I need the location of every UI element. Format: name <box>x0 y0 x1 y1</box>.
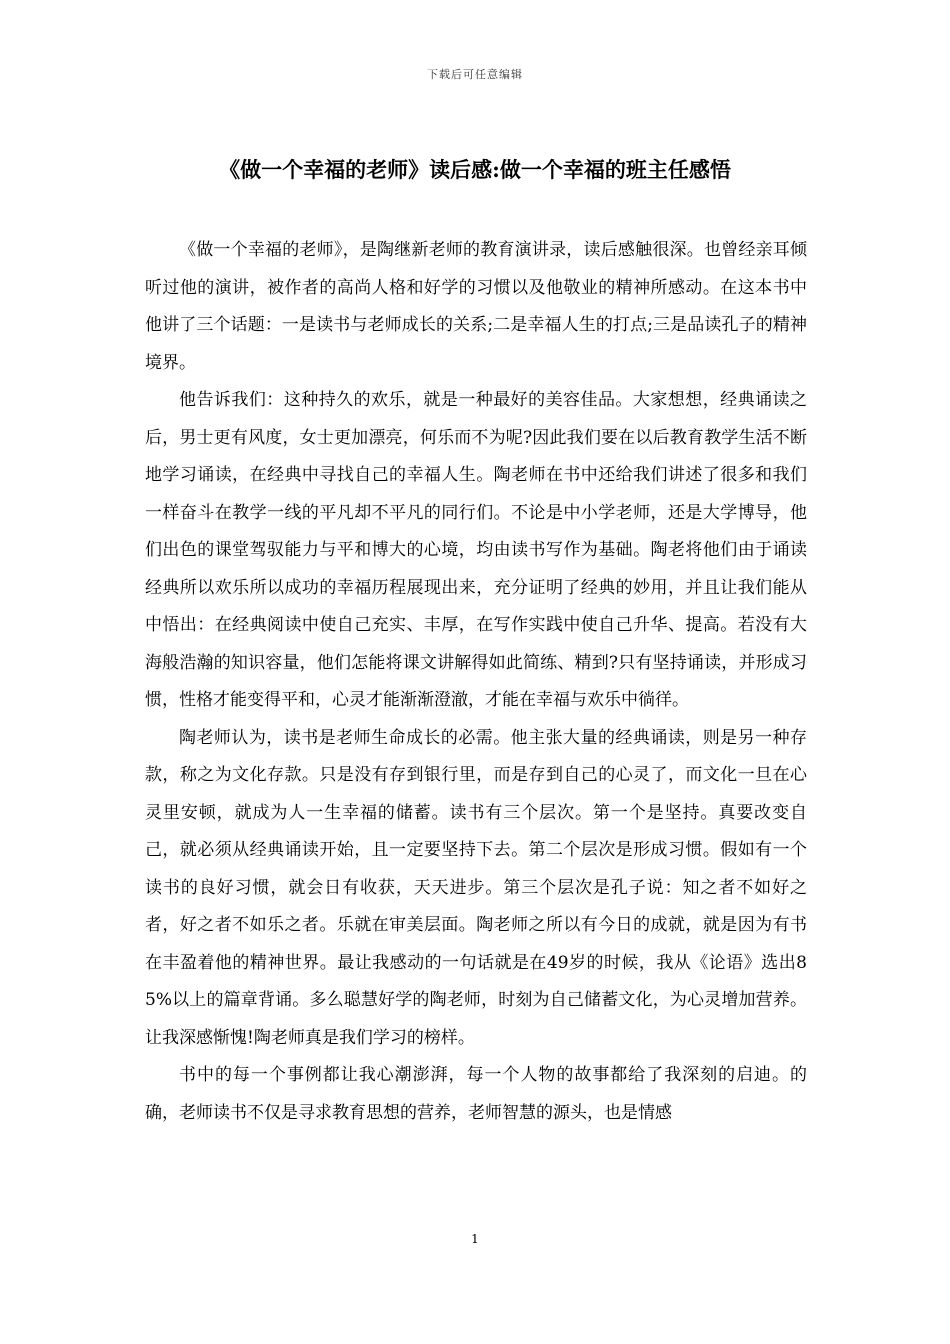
paragraph: 他告诉我们：这种持久的欢乐，就是一种最好的美容佳品。大家想想，经典诵读之后，男士更有风度，女士更加漂亮，何乐而不为呢?因此我们要在以后教育教学生活不断地学习诵读，在经典中寻找自己的幸福人生。陶老师在书中还给我们讲述了很多和我们一样奋斗在教学一线的平凡却不平凡的同行们。不论是中小学老师，还是大学博导，他们出色的课堂驾驭能力与平和博大的心境，均由读书写作为基础。陶老将他们由于诵读经典所以欢乐所以成功的幸福历程展现出来，充分证明了经典的妙用，并且让我们能从中悟出：在经典阅读中使自己充实、丰厚，在写作实践中使自己升华、提高。若没有大海般浩瀚的知识容量，他们怎能将课文讲解得如此简练、精到?只有坚持诵读，并形成习惯，性格才能变得平和，心灵才能渐渐澄澈，才能在幸福与欢乐中徜徉。 <box>145 390 807 710</box>
paragraph: 书中的每一个事例都让我心潮澎湃，每一个人物的故事都给了我深刻的启迪。的确，老师读书不仅是寻求教育思想的营养，老师智慧的源头，也是情感 <box>145 1065 807 1123</box>
document-title: 《做一个幸福的老师》读后感:做一个幸福的班主任感悟 <box>219 157 731 182</box>
header-note: 下载后可任意编辑 <box>427 68 523 81</box>
page-number: 1 <box>471 1232 479 1246</box>
paragraph: 《做一个幸福的老师》，是陶继新老师的教育演讲录，读后感触很深。也曾经亲耳倾听过他的演讲，被作者的高尚人格和好学的习惯以及他敬业的精神所感动。在这本书中他讲了三个话题：一是读书与老师成长的关系;二是幸福人生的打点;三是品读孔子的精神境界。 <box>145 240 807 373</box>
paragraph: 陶老师认为，读书是老师生命成长的必需。他主张大量的经典诵读，则是另一种存款，称之为文化存款。只是没有存到银行里，而是存到自己的心灵了，而文化一旦在心灵里安顿，就成为人一生幸福的储蓄。读书有三个层次。第一个是坚持。真要改变自己，就必须从经典诵读开始，且一定要坚持下去。第二个层次是形成习惯。假如有一个读书的良好习惯，就会日有收获，天天进步。第三个层次是孔子说：知之者不如好之者，好之者不如乐之者。乐就在审美层面。陶老师之所以有今日的成就，就是因为有书在丰盈着他的精神世界。最让我感动的一句话就是在49岁的时候，我从《论语》选出85%以上的篇章背诵。多么聪慧好学的陶老师，时刻为自己储蓄文化，为心灵增加营养。让我深感惭愧!陶老师真是我们学习的榜样。 <box>145 727 807 1048</box>
document-body <box>145 232 807 1132</box>
